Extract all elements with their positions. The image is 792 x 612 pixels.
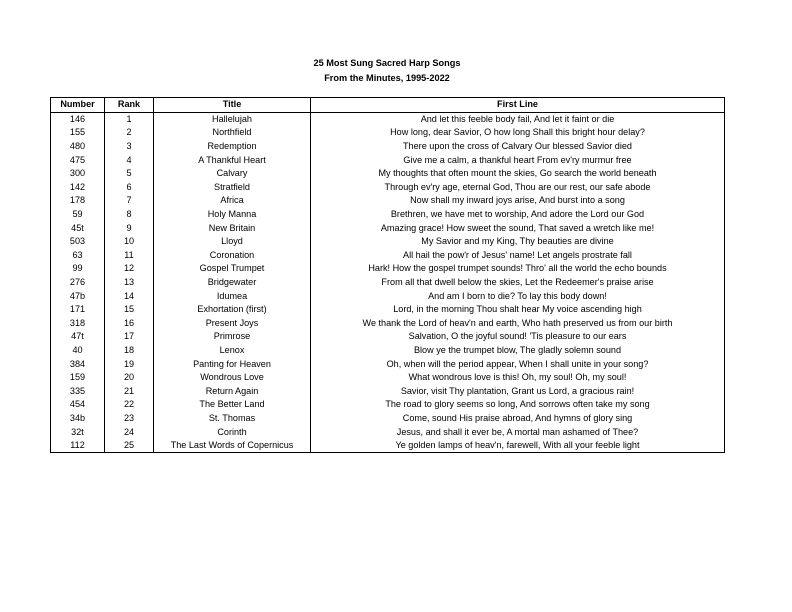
cell-title: A Thankful Heart (154, 153, 311, 167)
cell-title: Idumea (154, 289, 311, 303)
table-row (51, 412, 725, 426)
cell-first-line: Through ev'ry age, eternal God, Thou are our rest, our safe abode (311, 181, 725, 195)
songs-table (50, 97, 725, 453)
cell-first-line: Salvation, O the joyful sound! 'Tis pleasure to our ears (311, 330, 725, 344)
cell-first-line: Hark! How the gospel trumpet sounds! Thro' all the world the echo bounds (311, 262, 725, 276)
cell-rank: 18 (105, 344, 154, 358)
cell-rank: 9 (105, 221, 154, 235)
cell-title: Africa (154, 194, 311, 208)
cell-rank: 4 (105, 153, 154, 167)
cell-rank: 21 (105, 384, 154, 398)
cell-first-line: Ye golden lamps of heav'n, farewell, With all your feeble light (311, 439, 725, 453)
cell-title: Panting for Heaven (154, 357, 311, 371)
cell-first-line: Jesus, and shall it ever be, A mortal man ashamed of Thee? (311, 425, 725, 439)
table-row (51, 249, 725, 263)
cell-number: 171 (51, 303, 105, 317)
cell-title: Coronation (154, 249, 311, 263)
cell-first-line: And am I born to die? To lay this body down! (311, 289, 725, 303)
cell-first-line: Now shall my inward joys arise, And burst into a song (311, 194, 725, 208)
table-row (51, 112, 725, 126)
cell-number: 503 (51, 235, 105, 249)
cell-number: 178 (51, 194, 105, 208)
cell-title: Wondrous Love (154, 371, 311, 385)
table-row (51, 221, 725, 235)
table-body (51, 112, 725, 453)
table-row (51, 398, 725, 412)
cell-first-line: We thank the Lord of heav'n and earth, Who hath preserved us from our birth (311, 317, 725, 331)
table-row (51, 153, 725, 167)
table-row (51, 208, 725, 222)
cell-rank: 5 (105, 167, 154, 181)
column-header-number: Number (51, 98, 105, 113)
cell-first-line: There upon the cross of Calvary Our blessed Savior died (311, 140, 725, 154)
cell-title: Hallelujah (154, 112, 311, 126)
cell-first-line: Lord, in the morning Thou shalt hear My voice ascending high (311, 303, 725, 317)
table-row (51, 262, 725, 276)
cell-title: Stratfield (154, 181, 311, 195)
table-row (51, 181, 725, 195)
cell-title: Lloyd (154, 235, 311, 249)
cell-number: 159 (51, 371, 105, 385)
cell-number: 475 (51, 153, 105, 167)
cell-rank: 11 (105, 249, 154, 263)
cell-rank: 19 (105, 357, 154, 371)
cell-number: 142 (51, 181, 105, 195)
cell-title: Gospel Trumpet (154, 262, 311, 276)
cell-number: 300 (51, 167, 105, 181)
table-row (51, 384, 725, 398)
cell-first-line: And let this feeble body fail, And let it faint or die (311, 112, 725, 126)
table-row (51, 276, 725, 290)
cell-rank: 8 (105, 208, 154, 222)
cell-number: 480 (51, 140, 105, 154)
document-heading (0, 56, 774, 86)
cell-rank: 25 (105, 439, 154, 453)
table-row (51, 126, 725, 140)
cell-first-line: My thoughts that often mount the skies, Go search the world beneath (311, 167, 725, 181)
table-row (51, 167, 725, 181)
cell-rank: 23 (105, 412, 154, 426)
table-row (51, 371, 725, 385)
cell-number: 335 (51, 384, 105, 398)
cell-title: Return Again (154, 384, 311, 398)
cell-title: Northfield (154, 126, 311, 140)
table-row (51, 344, 725, 358)
cell-title: Present Joys (154, 317, 311, 331)
table-row (51, 194, 725, 208)
cell-title: St. Thomas (154, 412, 311, 426)
cell-first-line: How long, dear Savior, O how long Shall this bright hour delay? (311, 126, 725, 140)
cell-rank: 7 (105, 194, 154, 208)
cell-rank: 16 (105, 317, 154, 331)
cell-number: 155 (51, 126, 105, 140)
cell-first-line: What wondrous love is this! Oh, my soul! Oh, my soul! (311, 371, 725, 385)
cell-number: 63 (51, 249, 105, 263)
cell-first-line: All hail the pow'r of Jesus' name! Let angels prostrate fall (311, 249, 725, 263)
heading-subtitle: From the Minutes, 1995-2022 (324, 73, 450, 83)
table-row (51, 330, 725, 344)
cell-number: 59 (51, 208, 105, 222)
cell-rank: 6 (105, 181, 154, 195)
cell-rank: 10 (105, 235, 154, 249)
cell-first-line: Savior, visit Thy plantation, Grant us Lord, a gracious rain! (311, 384, 725, 398)
cell-title: Corinth (154, 425, 311, 439)
table-header-row (51, 98, 725, 113)
column-header-rank: Rank (105, 98, 154, 113)
heading-title: 25 Most Sung Sacred Harp Songs (313, 58, 461, 68)
cell-title: Primrose (154, 330, 311, 344)
column-header-title: Title (154, 98, 311, 113)
cell-title: Redemption (154, 140, 311, 154)
column-header-first-line: First Line (311, 98, 725, 113)
cell-number: 40 (51, 344, 105, 358)
cell-number: 112 (51, 439, 105, 453)
cell-title: Holy Manna (154, 208, 311, 222)
table-row (51, 357, 725, 371)
table-row (51, 140, 725, 154)
cell-number: 99 (51, 262, 105, 276)
cell-first-line: My Savior and my King, Thy beauties are divine (311, 235, 725, 249)
cell-rank: 17 (105, 330, 154, 344)
cell-rank: 14 (105, 289, 154, 303)
cell-rank: 13 (105, 276, 154, 290)
cell-rank: 2 (105, 126, 154, 140)
cell-first-line: From all that dwell below the skies, Let the Redeemer's praise arise (311, 276, 725, 290)
cell-number: 34b (51, 412, 105, 426)
cell-number: 45t (51, 221, 105, 235)
cell-number: 146 (51, 112, 105, 126)
cell-number: 318 (51, 317, 105, 331)
table-row (51, 235, 725, 249)
cell-first-line: Blow ye the trumpet blow, The gladly solemn sound (311, 344, 725, 358)
table-row (51, 289, 725, 303)
cell-number: 47b (51, 289, 105, 303)
cell-number: 384 (51, 357, 105, 371)
cell-number: 276 (51, 276, 105, 290)
cell-first-line: Amazing grace! How sweet the sound, That saved a wretch like me! (311, 221, 725, 235)
cell-first-line: Give me a calm, a thankful heart From ev'ry murmur free (311, 153, 725, 167)
table-row (51, 425, 725, 439)
cell-rank: 20 (105, 371, 154, 385)
table-row (51, 317, 725, 331)
cell-title: The Last Words of Copernicus (154, 439, 311, 453)
cell-rank: 1 (105, 112, 154, 126)
cell-first-line: The road to glory seems so long, And sorrows often take my song (311, 398, 725, 412)
cell-title: New Britain (154, 221, 311, 235)
cell-title: Calvary (154, 167, 311, 181)
table-row (51, 439, 725, 453)
cell-first-line: Come, sound His praise abroad, And hymns of glory sing (311, 412, 725, 426)
cell-number: 32t (51, 425, 105, 439)
table-row (51, 303, 725, 317)
cell-title: Lenox (154, 344, 311, 358)
cell-rank: 15 (105, 303, 154, 317)
cell-rank: 22 (105, 398, 154, 412)
cell-title: The Better Land (154, 398, 311, 412)
cell-number: 454 (51, 398, 105, 412)
cell-title: Bridgewater (154, 276, 311, 290)
cell-number: 47t (51, 330, 105, 344)
cell-first-line: Oh, when will the period appear, When I shall unite in your song? (311, 357, 725, 371)
cell-rank: 24 (105, 425, 154, 439)
cell-rank: 3 (105, 140, 154, 154)
cell-rank: 12 (105, 262, 154, 276)
cell-first-line: Brethren, we have met to worship, And adore the Lord our God (311, 208, 725, 222)
cell-title: Exhortation (first) (154, 303, 311, 317)
